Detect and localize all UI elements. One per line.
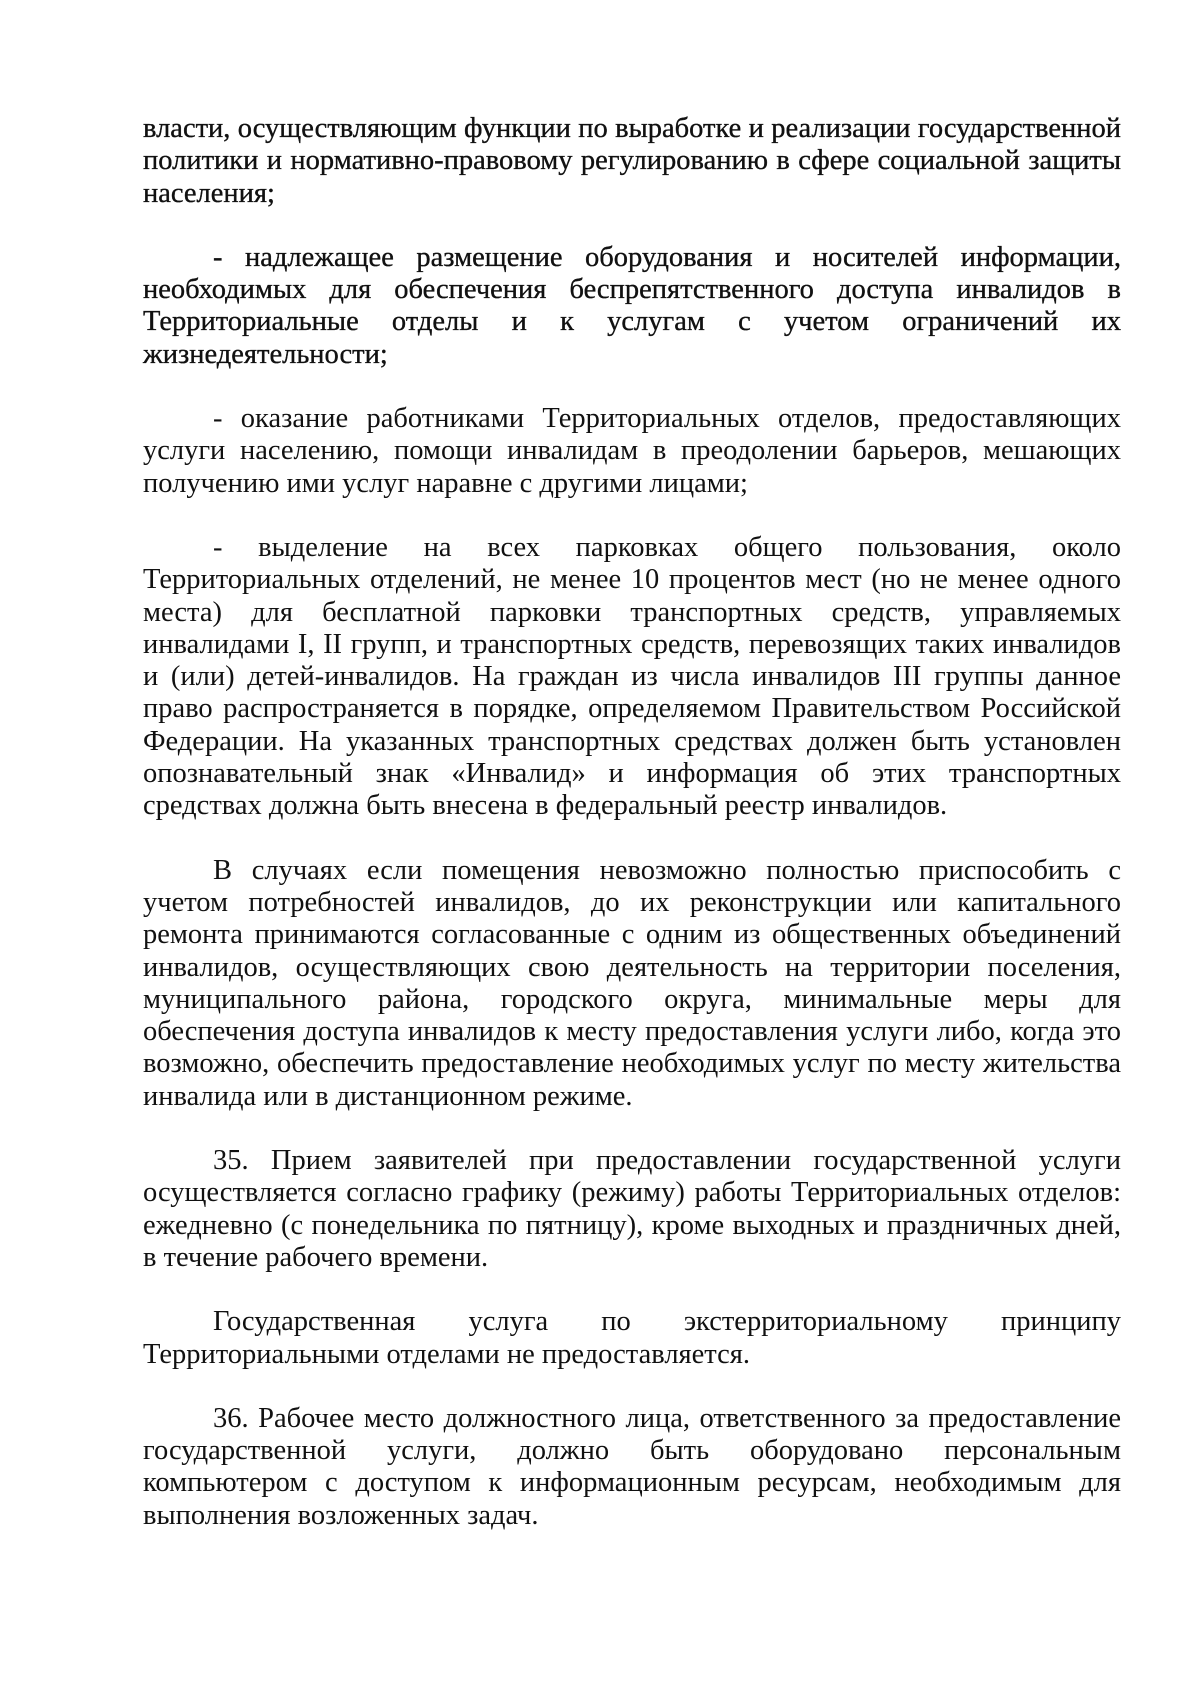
paragraph-staff-assistance: - оказание работниками Территориальных отделов, предоставляющих услуги населению, помощи инвалидам в преодолении барьеров, мешающих получению ими услуг наравне с другими лицами;: [143, 403, 1121, 499]
paragraph-extraterritorial: Государственная услуга по экстерриториальному принципу Территориальными отделами не предоставляется.: [143, 1306, 1121, 1370]
document-body: [143, 113, 1121, 1564]
paragraph-36-workplace: 36. Рабочее место должностного лица, ответственного за предоставление государственной услуги, должно быть оборудовано персональным компьютером с доступом к информационным ресурсам, необходимым для выполнения возложенных задач.: [143, 1402, 1121, 1531]
paragraph-continuation: власти, осуществляющим функции по выработке и реализации государственной политики и нормативно-правовому регулированию в сфере социальной защиты населения;: [143, 113, 1121, 209]
paragraph-equipment-placement: - надлежащее размещение оборудования и носителей информации, необходимых для обеспечения беспрепятственного доступа инвалидов в Территориальные отделы и к услугам с учетом ограничений их жизнедеятельности;: [143, 241, 1121, 370]
paragraph-premises-adaptation: В случаях если помещения невозможно полностью приспособить с учетом потребностей инвалидов, до их реконструкции или капитального ремонта принимаются согласованные с одним из общественных объединений инвалидов, осуществляющих свою деятельность на территории поселения, муниципального района, городского округа, минимальные меры для обеспечения доступа инвалидов к месту предоставления услуги либо, когда это возможно, обеспечить предоставление необходимых услуг по месту жительства инвалида или в дистанционном режиме.: [143, 854, 1121, 1112]
paragraph-parking: - выделение на всех парковках общего пользования, около Территориальных отделений, не менее 10 процентов мест (но не менее одного места) для бесплатной парковки транспортных средств, управляемых инвалидами I, II групп, и транспортных средств, перевозящих таких инвалидов и (или) детей-инвалидов. На граждан из числа инвалидов III группы данное право распространяется в порядке, определяемом Правительством Российской Федерации. На указанных транспортных средствах должен быть установлен опознавательный знак «Инвалид» и информация об этих транспортных средствах должна быть внесена в федеральный реестр инвалидов.: [143, 531, 1121, 822]
paragraph-35-reception: 35. Прием заявителей при предоставлении государственной услуги осуществляется согласно графику (режиму) работы Территориальных отделов: ежедневно (с понедельника по пятницу), кроме выходных и праздничных дней, в течение рабочего времени.: [143, 1145, 1121, 1273]
